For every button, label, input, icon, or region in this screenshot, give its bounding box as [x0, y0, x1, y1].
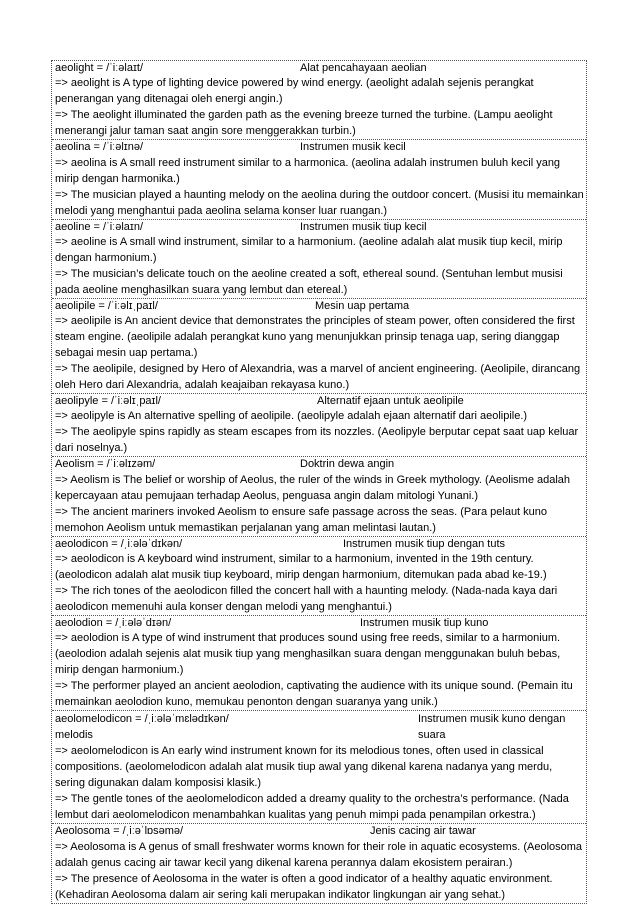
entry-example: => The rich tones of the aeolodicon filled the concert hall with a haunting melody. (Nada-nada kaya dari aeolodicon memenuhi aula konser dengan melodi yang menghantui.)	[55, 585, 558, 614]
entry-translation: Doktrin dewa angin	[300, 458, 395, 471]
entry-term: aeolipyle = /ˈiːəlɪˌpaɪl/	[55, 395, 161, 408]
entry-translation: Mesin uap pertama	[315, 299, 410, 312]
entry-translation-cont: melodis	[55, 729, 93, 742]
entry-translation: Alternatif ejaan untuk aeolipile	[317, 395, 464, 408]
entry-definition: => aeolomelodicon is An early wind instrument known for its melodious tones, often used in classical compositions. (aeolomelodicon adalah alat musik tiup awal yang dikenal karena nadanya yang merdu, sering digunakan dalam komposisi klasik.)	[55, 745, 553, 790]
entry-translation: Instrumen musik kecil	[300, 141, 406, 154]
entry-aeolosoma	[52, 823, 586, 902]
entry-term: Aeolosoma = /ˌiːəˈlɒsəmə/	[55, 825, 184, 838]
entry-term: aeolina = /ˈiːəlɪnə/	[55, 141, 143, 154]
entry-aeolight	[52, 61, 586, 139]
entry-aeolomelodicon	[52, 710, 586, 823]
entry-definition: => aeolodion is A type of wind instrument that produces sound using free reeds, similar to a harmonium. (aeolodion adalah sejenis alat musik tiup yang menghasilkan suara dengan menggunakan buluh bebas, mirip dengan harmonium.)	[55, 632, 561, 677]
entry-aeolipyle	[52, 393, 586, 456]
entry-definition: => aeoline is A small wind instrument, similar to a harmonium. (aeoline adalah alat musik tiup kecil, mirip dengan harmonium.)	[55, 235, 563, 264]
entry-example: => The gentle tones of the aeolomelodicon added a dreamy quality to the orchestra’s performance. (Nada lembut dari aeolomelodicon menambahkan kualitas yang penuh mimpi pada penampilan orkestra.)	[55, 793, 569, 822]
entry-aeolism	[52, 456, 586, 535]
entry-term: aeoline = /ˈiːəlaɪn/	[55, 220, 143, 233]
entry-translation-first: Instrumen musik kuno dengan suara	[418, 713, 566, 742]
entry-definition: => aeolipyle is An alternative spelling of aeolipile. (aeolipyle adalah ejaan alternatif dari aeolipile.)	[55, 410, 528, 423]
entry-translation: Instrumen musik tiup kuno	[360, 617, 489, 630]
entry-term: aeolipile = /ˈiːəlɪˌpaɪl/	[55, 299, 158, 312]
entry-term: aeolight = /ˈiːəlaɪt/	[55, 62, 143, 74]
entry-term: aeolodion = /ˌiːələˈdɪən/	[55, 617, 172, 630]
entry-aeolodion	[52, 615, 586, 710]
entry-definition: => Aeolosoma is A genus of small freshwater worms known for their role in aquatic ecosystems. (Aeolosoma adalah genus cacing air tawar kecil yang dikenal karena perannya dalam ekosistem perairan.)	[55, 840, 583, 869]
entry-definition: => aeolina is A small reed instrument similar to a harmonica. (aeolina adalah instrumen buluh kecil yang mirip dengan harmonika.)	[55, 156, 561, 185]
entry-example: => The musician played a haunting melody on the aeolina during the outdoor concert. (Musisi itu memainkan melodi yang menghantui pada aeolina selama konser luar ruangan.)	[55, 188, 584, 217]
entry-term: aeolodicon = /ˌiːələˈdɪkən/	[55, 537, 183, 550]
entry-definition: => aeolight is A type of lighting device powered by wind energy. (aeolight adalah sejenis perangkat penerangan yang ditenagai oleh energi angin.)	[55, 77, 534, 106]
entry-example: => The musician’s delicate touch on the aeoline created a soft, ethereal sound. (Sentuhan lembut musisi pada aeoline menghasilkan suara yang lembut dan etereal.)	[55, 267, 563, 296]
entry-term: aeolomelodicon = /ˌiːələˈmɛlədɪkən/	[55, 713, 229, 726]
entry-headline	[55, 299, 584, 313]
entry-translation: Instrumen musik tiup kecil	[300, 220, 427, 233]
entry-example: => The aeolight illuminated the garden path as the evening breeze turned the turbine. (Lampu aeolight menerangi jalur taman saat angin sore menggerakkan turbin.)	[55, 109, 553, 138]
entry-example: => The aeolipyle spins rapidly as steam escapes from its nozzles. (Aeolipyle berputar cepat saat uap keluar dari noselnya.)	[55, 426, 579, 455]
entry-term: Aeolism = /ˈiːəlɪzəm/	[55, 458, 156, 471]
entry-aeoline	[52, 219, 586, 298]
entry-headline	[55, 220, 584, 234]
entry-definition: => aeolipile is An ancient device that demonstrates the principles of steam power, often considered the first steam engine. (aeolipile adalah perangkat kuno yang menunjukkan prinsip tenaga uap, sering dianggap sebagai mesin uap pertama.)	[55, 315, 575, 360]
entry-headline	[55, 61, 584, 75]
entry-example: => The aeolipile, designed by Hero of Alexandria, was a marvel of ancient engineering. (Aeolipile, dirancang oleh Hero dari Alexandria, adalah keajaiban rekayasa kuno.)	[55, 363, 581, 392]
entry-example: => The ancient mariners invoked Aeolism to ensure safe passage across the seas. (Para pelaut kuno memohon Aeolism untuk memastikan perjalanan yang aman melintasi lautan.)	[55, 505, 548, 534]
entry-example: => The performer played an ancient aeolodion, captivating the audience with its unique sound. (Pemain itu memainkan aeolodion kuno, memukau penonton dengan suaranya yang unik.)	[55, 680, 573, 709]
dictionary-page	[51, 60, 587, 904]
entry-headline	[55, 824, 584, 838]
entry-translation: Instrumen musik tiup dengan tuts	[343, 537, 506, 550]
entry-translation: Alat pencahayaan aeolian	[300, 62, 427, 74]
entry-example: => The presence of Aeolosoma in the water is often a good indicator of a healthy aquatic environment. (Kehadiran Aeolosoma dalam air sering kali merupakan indikator lingkungan air yang sehat.)	[55, 872, 553, 901]
entry-translation: Jenis cacing air tawar	[370, 825, 476, 838]
entry-headline	[55, 537, 584, 551]
entry-definition: => aeolodicon is A keyboard wind instrument, similar to a harmonium, invented in the 19th century. (aeolodicon adalah alat musik tiup keyboard, mirip dengan harmonium, ditemukan pada abad ke-19.)	[55, 553, 547, 582]
entry-headline	[55, 140, 584, 154]
entry-aeolipile	[52, 298, 586, 393]
entry-headline	[55, 616, 584, 630]
entry-definition: => Aeolism is The belief or worship of Aeolus, the ruler of the winds in Greek mythology. (Aeolisme adalah kepercayaan atau pemujaan terhadap Aeolus, penguasa angin dalam mitologi Yunani.)	[55, 473, 571, 502]
entry-aeolodicon	[52, 536, 586, 615]
entry-headline	[55, 394, 584, 408]
entry-headline	[55, 457, 584, 471]
entry-aeolina	[52, 139, 586, 218]
